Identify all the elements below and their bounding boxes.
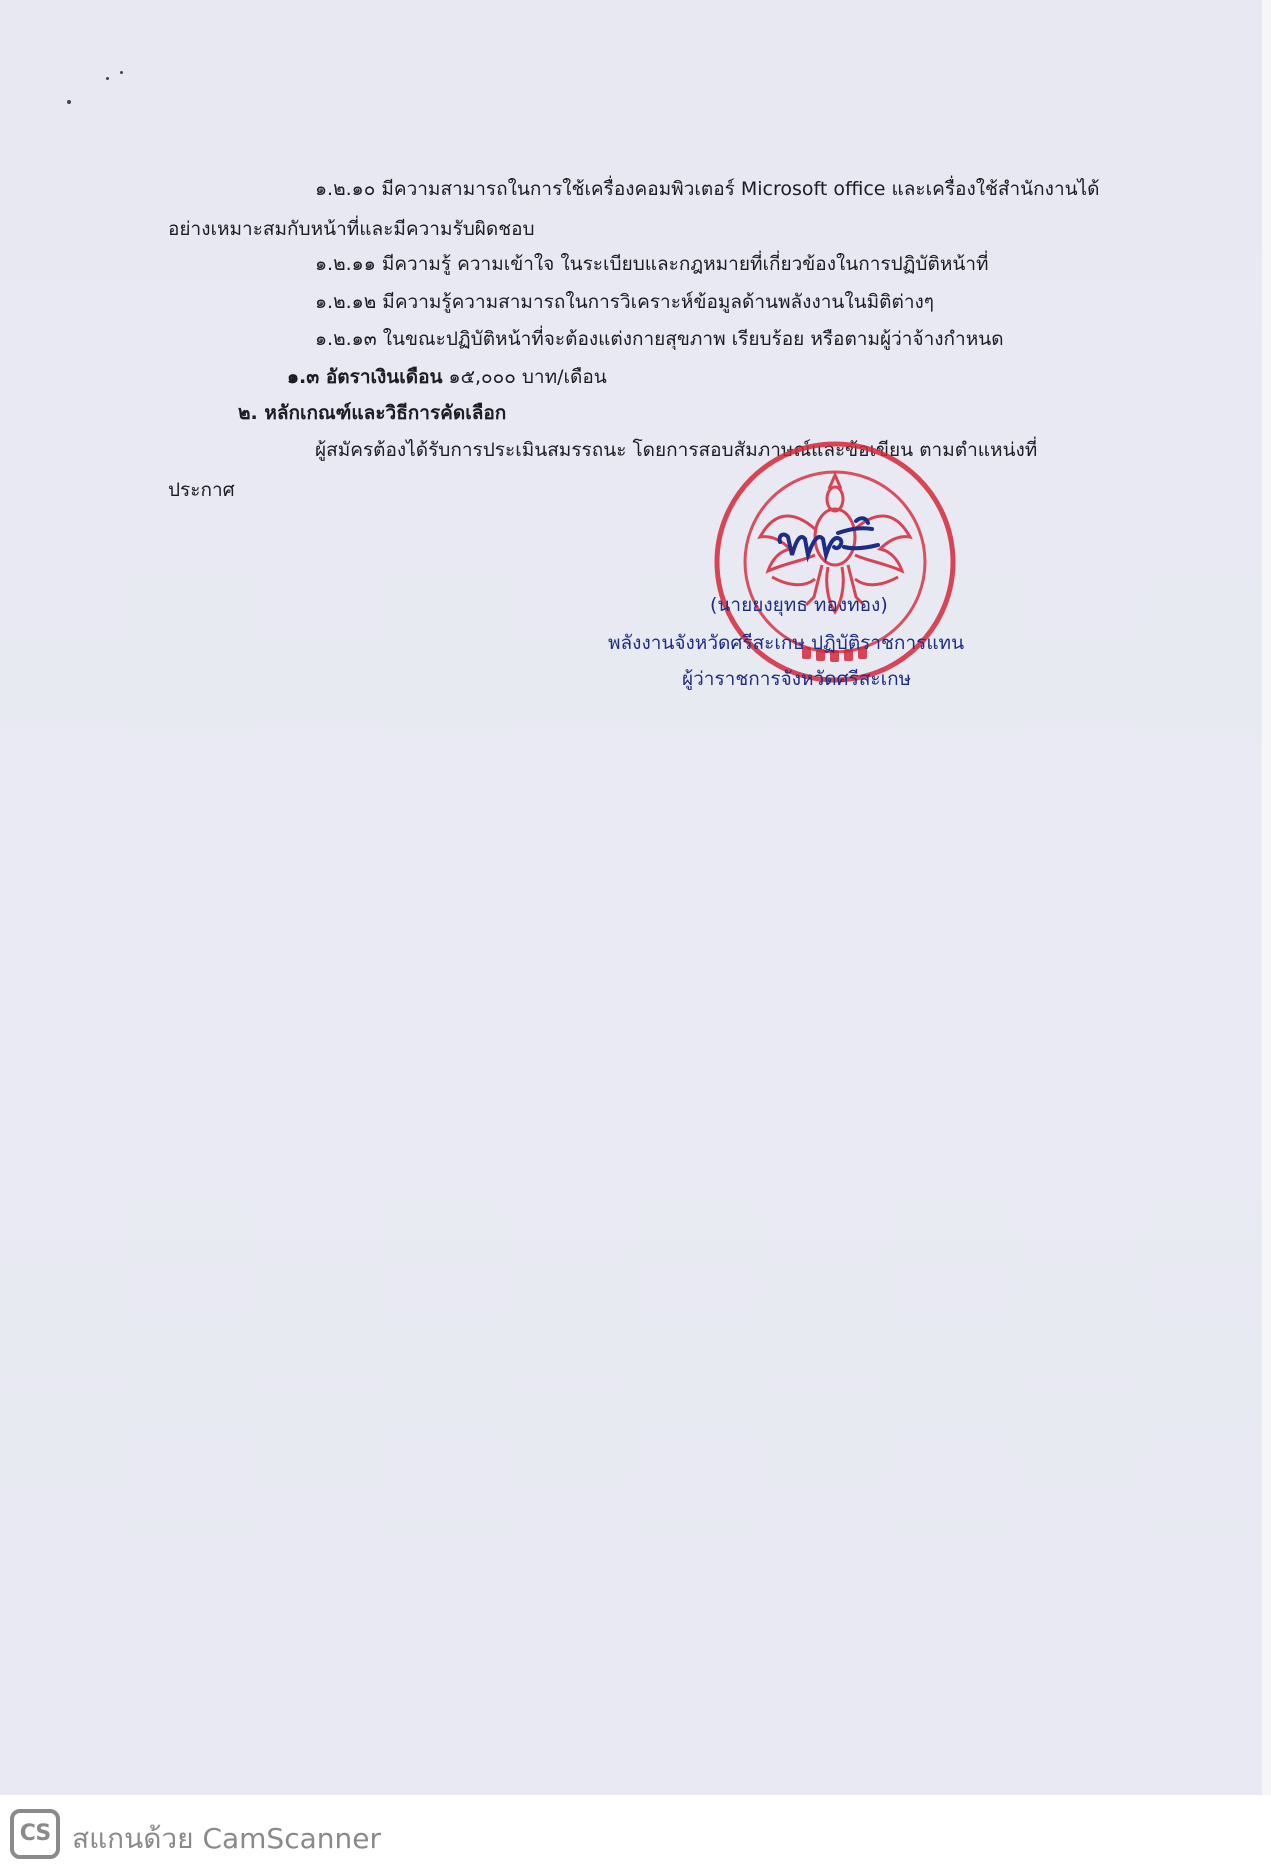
signatory-name: (นายยงยุทธ ทองทอง) bbox=[710, 594, 888, 616]
qualification-1-2-10-continued: อย่างเหมาะสมกับหน้าที่และมีความรับผิดชอบ bbox=[168, 218, 535, 240]
salary-line bbox=[287, 364, 607, 390]
qualification-1-2-11: ๑.๒.๑๑ มีความรู้ ความเข้าใจ ในระเบียบและกฎหมายที่เกี่ยวข้องในการปฏิบัติหน้าที่ bbox=[315, 253, 989, 275]
signatory-title: พลังงานจังหวัดศรีสะเกษ ปฏิบัติราชการแทน bbox=[608, 632, 965, 654]
section-2-body-continued: ประกาศ bbox=[168, 479, 235, 501]
qualification-1-2-10: ๑.๒.๑๐ มีความสามารถในการใช้เครื่องคอมพิวเตอร์ Microsoft office และเครื่องใช้สำนักงานได้ bbox=[315, 178, 1100, 200]
section-2-body: ผู้สมัครต้องได้รับการประเมินสมรรถนะ โดยการสอบสัมภาษณ์และข้อเขียน ตามตำแหน่งที่ bbox=[315, 439, 1038, 461]
section-2-heading: ๒. หลักเกณฑ์และวิธีการคัดเลือก bbox=[238, 402, 507, 424]
salary-label: ๑.๓ อัตราเงินเดือน bbox=[287, 366, 443, 388]
qualification-1-2-12: ๑.๒.๑๒ มีความรู้ความสามารถในการวิเคราะห์ข้อมูลด้านพลังงานในมิติต่างๆ bbox=[315, 291, 935, 313]
camscanner-footer bbox=[0, 1797, 1271, 1871]
signatory-title-continued: ผู้ว่าราชการจังหวัดศรีสะเกษ bbox=[682, 668, 912, 690]
qualification-1-2-13: ๑.๒.๑๓ ในขณะปฏิบัติหน้าที่จะต้องแต่งกายสุขภาพ เรียบร้อย หรือตามผู้ว่าจ้างกำหนด bbox=[315, 328, 1004, 350]
scan-speck bbox=[120, 71, 123, 74]
camscanner-logo-icon: CS bbox=[10, 1809, 60, 1859]
camscanner-caption: สแกนด้วย CamScanner bbox=[72, 1822, 381, 1855]
scan-speck bbox=[106, 77, 109, 80]
salary-value: ๑๕,๐๐๐ บาท/เดือน bbox=[448, 366, 607, 388]
scan-speck bbox=[67, 100, 71, 104]
page-edge bbox=[1262, 0, 1271, 1795]
